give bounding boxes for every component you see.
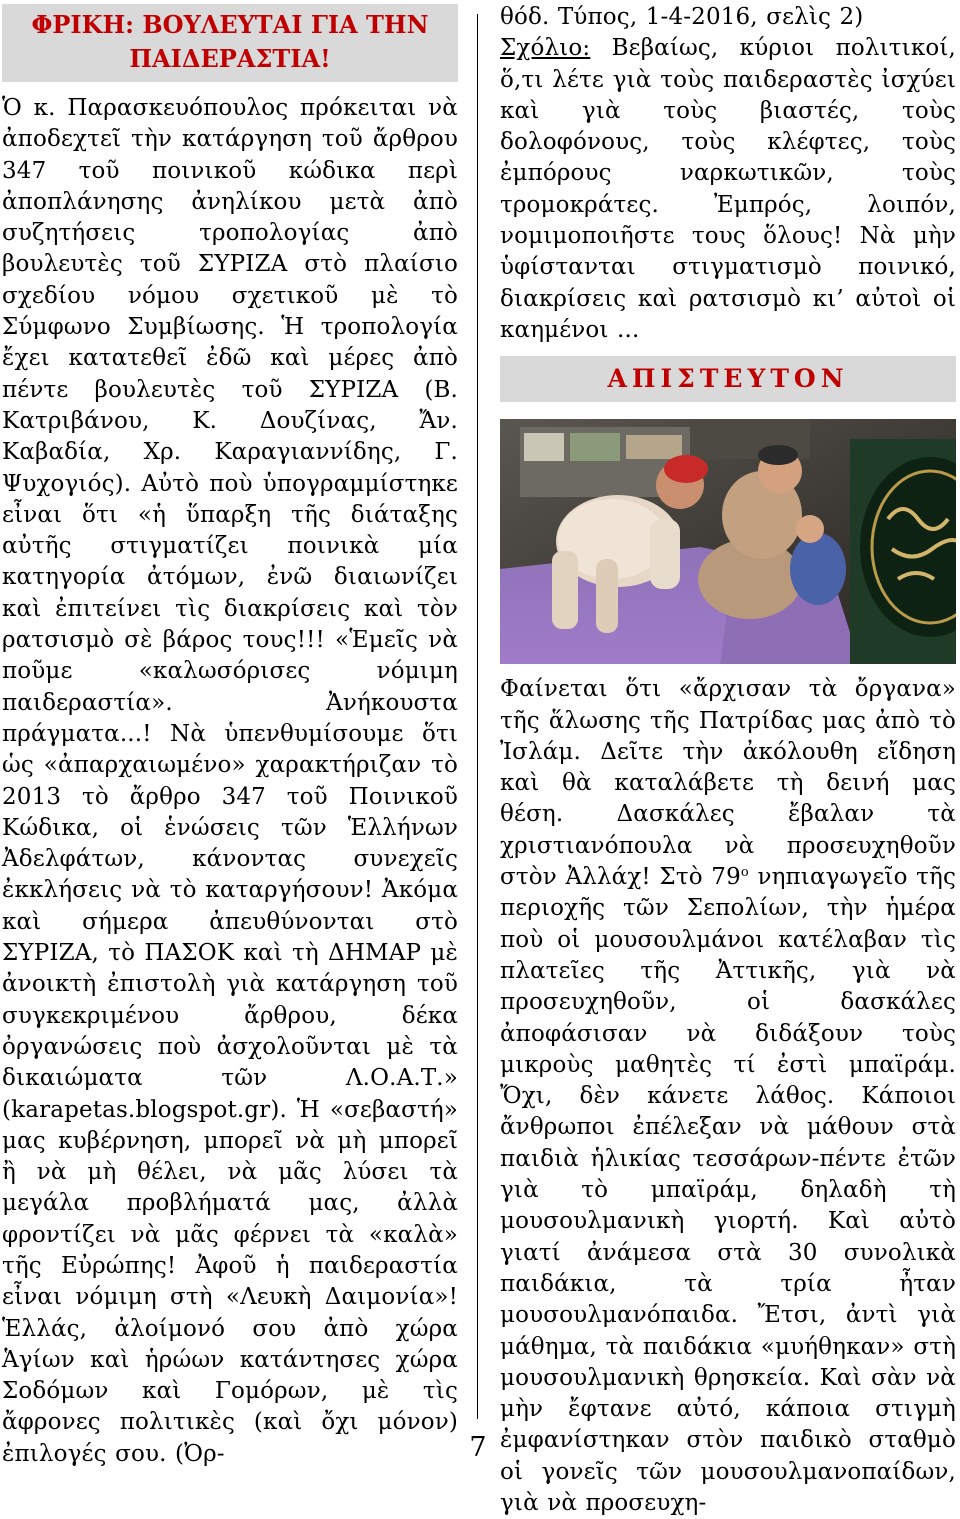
article-headline: ΦΡΙΚΗ: ΒΟΥΛΕΥΤΑΙ ΓΙΑ ΤΗΝ ΠΑΙΔΕΡΑΣΤΙΑ! <box>2 4 458 82</box>
news-article-part-1: Φαίνεται ὅτι «ἄρχισαν τὰ ὄργανα» τῆς ἅλωσης τῆς Πατρίδας μας ἀπὸ τὸ Ἰσλάμ. Δεῖτε τὴν ἀκόλουθη εἴδηση καὶ θὰ καταλάβετε τὴ δεινή μας θέση. Δασκάλες ἔβαλαν τὰ χριστιανόπουλα νὰ προσευχηθοῦν στὸν Ἀλλάχ! Στὸ 79 <box>500 676 956 891</box>
news-photo <box>500 419 956 664</box>
article-body <box>2 93 458 1470</box>
news-article-text <box>500 674 956 1519</box>
article-body-text: Ὁ κ. Παρασκευόπουλος πρόκειται νὰ ἀποδεχτεῖ τὴν κατάργηση τοῦ ἄρθρου 347 τοῦ ποινικοῦ κώδικα περὶ ἀποπλάνησης ἀνηλίκου μετὰ ἀπὸ συζητήσεις τροπολογίας ἀπὸ βουλευτὲς τοῦ ΣΥΡΙΖΑ στὸ πλαίσιο σχεδίου νόμου σχετικοῦ μὲ τὸ Σύμφωνο Συμβίωσης. Ἡ τροπολογία ἔχει κατατεθεῖ ἐδῶ καὶ μέρες ἀπὸ πέντε βουλευτὲς τοῦ ΣΥΡΙΖΑ (Β. Κατριβάνου, Κ. Δουζίνας, Ἄν. Καβαδία, Χρ. Καραγιαννίδης, Γ. Ψυχογιός). Αὐτὸ ποὺ ὑπογραμμίστηκε εἶναι ὅτι «ἡ ὕπαρξη τῆς διάταξης αὐτῆς στιγματίζει ποινικὰ μία κατηγορία ἀτόμων, ἐνῶ διαιωνίζει καὶ ἐπιτείνει τὶς διακρίσεις καὶ τὸν ρατσισμὸ σὲ βάρος τους!!! «Ἑμεῖς νὰ ποῦμε «καλωσόρισες νόμιμη παιδεραστία». Ἀνήκουστα πράγματα...! Νὰ ὑπενθυμίσουμε ὅτι ὡς «ἀπαρχαιωμένο» χαρακτήριζαν τὸ 2013 τὸ ἄρθρο 347 τοῦ Ποινικοῦ Κώδικα, οἱ ἑνώσεις τῶν Ἑλλήνων Ἀδελφάτων, κάνοντας συνεχεῖς ἐκκλήσεις νὰ τὸ καταργήσουν! Ἀκόμα καὶ σήμερα ἀπευθύνονται στὸ ΣΥΡΙΖΑ, τὸ ΠΑΣΟΚ καὶ τὴ ΔΗΜΑΡ μὲ ἀνοικτὴ ἐπιστολὴ γιὰ κατάργηση τοῦ συγκεκριμένου ἄρθρου, δέκα ὀργανώσεις ποὺ ἀσχολοῦνται μὲ τὰ δικαιώματα τῶν Λ.Ο.Α.Τ.» (karapetas.blogspot.gr). Ἡ «σεβαστή» μας κυβέρνηση, μπορεῖ νὰ μὴ μπορεῖ ἢ νὰ μὴ θέλει, νὰ μᾶς λύσει τὰ μεγάλα προβλήματά μας, ἀλλὰ φροντίζει νὰ μᾶς φέρνει τὰ «καλὰ» τῆς Εὐρώπης! Ἀφοῦ ἡ παιδεραστία εἶναι νόμιμη στὴ «Λευκὴ Δαιμονία»! Ἑλλάς, ἀλοίμονό σου ἀπὸ χώρα Ἁγίων καὶ ἡρώων κατάντησες χώρα Σοδόμων καὶ Γομόρων, μὲ τὶς ἄφρονες πολιτικὲς (καὶ ὄχι μόνον) ἐπιλογές σου. (Ὀρ- <box>2 95 458 1467</box>
ordinal-superscript: ο <box>740 865 749 881</box>
section-headline: ΑΠΙΣΤΕΥΤΟΝ <box>500 356 956 402</box>
page-number: 7 <box>469 1432 487 1463</box>
column-divider <box>477 14 478 1419</box>
news-article <box>500 674 956 1519</box>
comment-text: Βεβαίως, κύριοι πολιτικοί, ὅ,τι λέτε γιὰ τοὺς παιδεραστὲς ἰσχύει καὶ γιὰ τοὺς βιαστές, τοὺς δολοφόνους, τοὺς κλέφτες, τοὺς ἐμπόρους ναρκωτικῶν, τοὺς τρομοκράτες. Ἐμπρός, λοιπόν, νομιμοποιῆστε τους ὅλους! Νὰ μὴν ὑφίστανται στιγματισμὸ ποινικό, διακρίσεις καὶ ρατσισμὸ κι’ αὐτοὶ οἱ καημένοι ... <box>500 35 956 343</box>
right-column <box>500 0 956 1519</box>
children-praying-photo <box>500 419 956 664</box>
comment-section <box>500 2 956 346</box>
source-continuation: θόδ. Τύπος, 1-4-2016, σελὶς 2) <box>500 4 864 30</box>
comment-label: Σχόλιο: <box>500 35 591 62</box>
news-article-part-2: νηπιαγωγεῖο τῆς περιοχῆς τῶν Σεπολίων, τὴν ἡμέρα ποὺ οἱ μουσουλμάνοι κατέλαβαν τὶς πλατεῖες τῆς Ἀττικῆς, γιὰ νὰ προσευχηθοῦν, οἱ δασκάλες ἀποφάσισαν νὰ διδάξουν τοὺς μικροὺς μαθητὲς τί ἐστὶ μπαϊράμ. Ὄχι, δὲν κάνετε λάθος. Κάποιοι ἄνθρωποι ἐπέλεξαν νὰ μάθουν στὰ παιδιὰ ἡλικίας τεσσάρων-πέντε ἐτῶν γιὰ τὸ μπαϊράμ, δηλαδὴ τὴ μουσουλμανικὴ γιορτή. Καὶ αὐτὸ γιατί ἀνάμεσα στὰ 30 συνολικὰ παιδάκια, τὰ τρία ἦταν μουσουλμανόπαιδα. Ἔτσι, ἀντὶ γιὰ μάθημα, τὰ παιδάκια «μυήθηκαν» στὴ μουσουλμανικὴ θρησκεία. Καὶ σὰν νὰ μὴν ἔφτανε αὐτό, κάποια στιγμὴ ἐμφανίστηκαν στὸν παιδικὸ σταθμὸ οἱ γονεῖς τῶν μουσουλμανοπαίδων, γιὰ νὰ προσευχη- <box>500 864 956 1516</box>
left-column <box>2 0 458 1470</box>
